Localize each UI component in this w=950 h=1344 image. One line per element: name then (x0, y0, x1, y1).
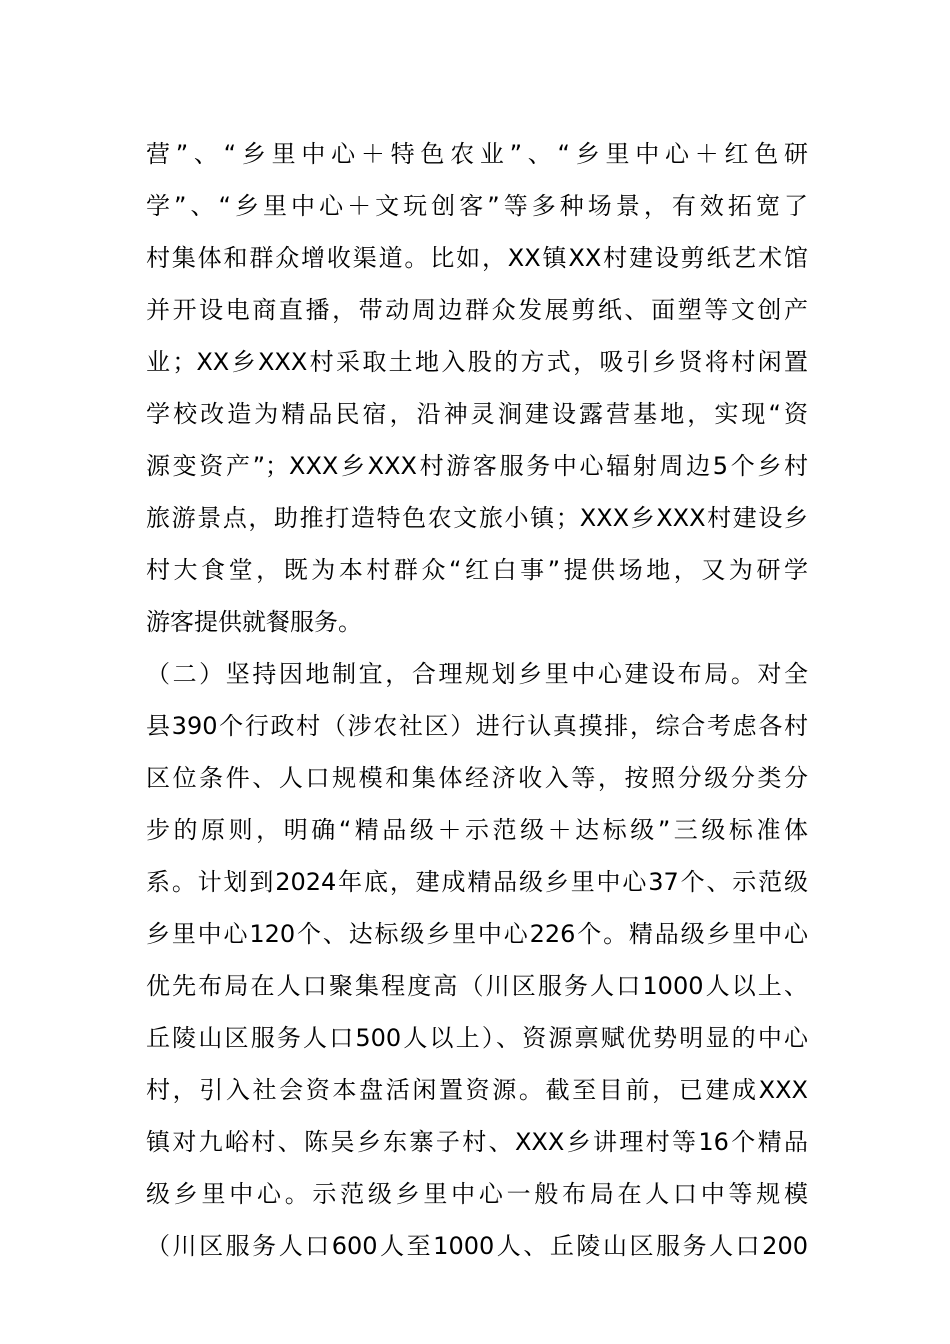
text-line: 区位条件、人口规模和集体经济收入等，按照分级分类分 (146, 764, 808, 792)
text-line: 并开设电商直播，带动周边群众发展剪纸、面塑等文创产 (146, 296, 808, 324)
text-line: 旅游景点，助推打造特色农文旅小镇；XXX乡XXX村建设乡 (146, 504, 808, 532)
text-line: 学”、“乡里中心＋文玩创客”等多种场景，有效拓宽了 (146, 192, 808, 220)
text-line: 村大食堂，既为本村群众“红白事”提供场地，又为研学 (146, 556, 808, 584)
text-line: 镇对九峪村、陈吴乡东寨子村、XXX乡讲理村等16个精品 (146, 1128, 808, 1156)
text-line: 学校改造为精品民宿，沿神灵涧建设露营基地，实现“资 (146, 400, 808, 428)
text-line: （川区服务人口600人至1000人、丘陵山区服务人口200 (146, 1232, 808, 1260)
section-heading-line: （二）坚持因地制宜，合理规划乡里中心建设布局。对全 (146, 660, 808, 688)
text-line: 乡里中心120个、达标级乡里中心226个。精品级乡里中心 (146, 920, 808, 948)
text-line: 丘陵山区服务人口500人以上）、资源禀赋优势明显的中心 (146, 1024, 808, 1052)
text-line: 优先布局在人口聚集程度高（川区服务人口1000人以上、 (146, 972, 808, 1000)
text-line: 系。计划到2024年底，建成精品级乡里中心37个、示范级 (146, 868, 808, 896)
text-line: 村，引入社会资本盘活闲置资源。截至目前，已建成XXX (146, 1076, 808, 1104)
body-text (146, 128, 808, 1272)
text-line: 县390个行政村（涉农社区）进行认真摸排，综合考虑各村 (146, 712, 808, 740)
text-line: 业；XX乡XXX村采取土地入股的方式，吸引乡贤将村闲置 (146, 348, 808, 376)
text-line: 营”、“乡里中心＋特色农业”、“乡里中心＋红色研 (146, 140, 808, 168)
text-line: 村集体和群众增收渠道。比如，XX镇XX村建设剪纸艺术馆 (146, 244, 808, 272)
text-line: 步的原则，明确“精品级＋示范级＋达标级”三级标准体 (146, 816, 808, 844)
text-line: 源变资产”；XXX乡XXX村游客服务中心辐射周边5个乡村 (146, 452, 808, 480)
text-line: 级乡里中心。示范级乡里中心一般布局在人口中等规模 (146, 1180, 808, 1208)
text-line: 游客提供就餐服务。 (146, 608, 362, 636)
